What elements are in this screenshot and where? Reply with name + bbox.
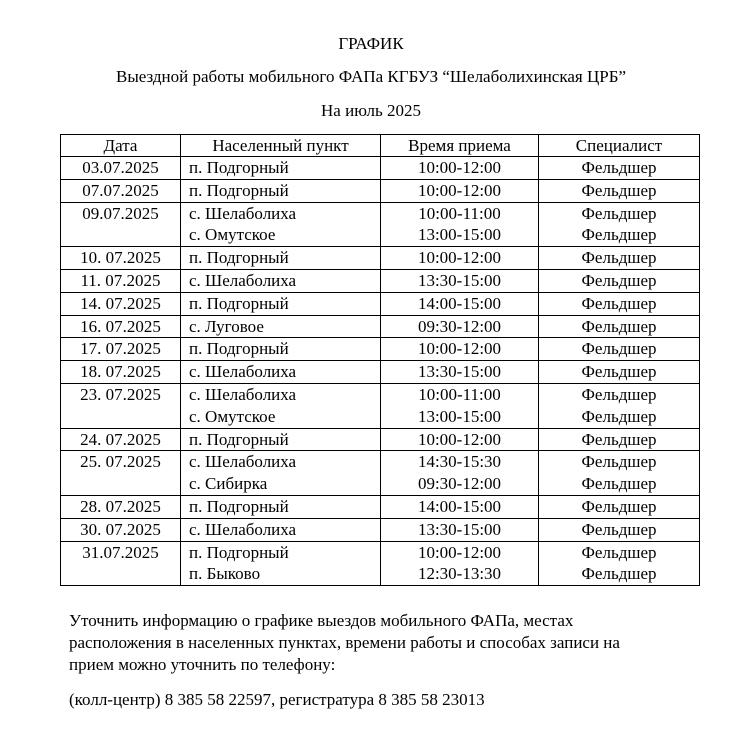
place-text: с. Шелаболиха [189, 519, 297, 539]
specialist-text: Фельдшер [581, 225, 657, 245]
place-cell [181, 495, 381, 518]
place-text: п. Подгорный [189, 339, 289, 359]
time-cell [381, 338, 539, 361]
specialist-text: Фельдшер [581, 429, 657, 449]
place-text: с. Омутское [189, 406, 276, 426]
specialist-cell [539, 518, 700, 541]
specialist-text: Фельдшер [581, 203, 657, 223]
place-text: с. Омутское [189, 225, 276, 245]
time-cell [381, 202, 539, 247]
date-text: 23. 07.2025 [80, 384, 161, 404]
specialist-text: Фельдшер [581, 180, 657, 200]
table-row [61, 383, 700, 428]
time-cell [381, 541, 539, 586]
time-text: 10:00-11:00 [418, 203, 501, 223]
place-text: с. Шелаболиха [189, 384, 297, 404]
specialist-text: Фельдшер [581, 474, 657, 494]
place-text: п. Подгорный [189, 429, 289, 449]
place-text: п. Подгорный [189, 248, 289, 268]
table-row [61, 157, 700, 180]
table-row [61, 451, 700, 496]
time-text: 10:00-12:00 [417, 180, 502, 200]
time-text: 10:00-12:00 [417, 248, 502, 268]
table-row [61, 202, 700, 247]
specialist-text: Фельдшер [581, 158, 657, 177]
place-cell [181, 541, 381, 586]
date-cell [61, 202, 181, 247]
time-text: 10:00-12:00 [417, 429, 502, 449]
specialist-cell [539, 383, 700, 428]
time-cell [381, 179, 539, 202]
date-text: 25. 07.2025 [80, 452, 161, 472]
date-cell [61, 157, 181, 180]
specialist-cell [539, 269, 700, 292]
table-row [61, 541, 700, 586]
date-cell [61, 361, 181, 384]
specialist-text: Фельдшер [581, 406, 657, 426]
date-text: 03.07.2025 [82, 158, 159, 177]
table-row [61, 428, 700, 451]
table-row [61, 518, 700, 541]
specialist-cell [539, 428, 700, 451]
place-text: п. Подгорный [189, 293, 289, 313]
time-cell [381, 518, 539, 541]
specialist-cell [539, 541, 700, 586]
place-cell [181, 157, 381, 180]
place-text: с. Шелаболиха [189, 270, 297, 290]
specialist-text: Фельдшер [581, 293, 657, 313]
date-text: 10. 07.2025 [80, 248, 161, 268]
specialist-text: Фельдшер [581, 316, 657, 336]
table-row [61, 269, 700, 292]
date-text: 07.07.2025 [82, 180, 159, 200]
place-text: с. Луговое [189, 316, 264, 336]
time-cell [381, 315, 539, 338]
table-row [61, 361, 700, 384]
table-row [61, 315, 700, 338]
time-cell [381, 292, 539, 315]
place-text: п. Подгорный [189, 158, 289, 177]
place-text: п. Подгорный [189, 496, 289, 516]
specialist-text: Фельдшер [581, 519, 657, 539]
time-text: 09:30-12:00 [417, 316, 502, 336]
specialist-cell [539, 315, 700, 338]
contact-phones: (колл-центр) 8 385 58 22597, регистратура 8 385 58 23013 [69, 690, 485, 709]
column-header-time: Время приема [381, 135, 539, 157]
info-note-line: Уточнить информацию о графике выездов мобильного ФАПа, местах [69, 611, 574, 630]
table-row [61, 338, 700, 361]
time-cell [381, 247, 539, 270]
time-text: 10:00-11:00 [418, 384, 501, 404]
info-note-line: прием можно уточнить по телефону: [69, 655, 336, 674]
date-text: 30. 07.2025 [80, 519, 161, 539]
specialist-cell [539, 292, 700, 315]
time-text: 14:00-15:00 [417, 293, 502, 313]
place-text: п. Подгорный [189, 180, 289, 200]
specialist-cell [539, 495, 700, 518]
place-cell [181, 179, 381, 202]
specialist-text: Фельдшер [581, 542, 657, 562]
specialist-cell [539, 202, 700, 247]
time-text: 13:30-15:00 [417, 270, 502, 290]
time-text: 14:30-15:30 [417, 452, 502, 472]
date-cell [61, 451, 181, 496]
time-text: 14:00-15:00 [417, 496, 502, 516]
place-cell [181, 428, 381, 451]
time-cell [381, 428, 539, 451]
place-text: с. Шелаболиха [189, 452, 297, 472]
date-cell [61, 541, 181, 586]
specialist-text: Фельдшер [581, 270, 657, 290]
date-text: 14. 07.2025 [80, 293, 161, 313]
time-text: 09:30-12:00 [417, 474, 502, 494]
place-cell [181, 292, 381, 315]
place-text: п. Быково [189, 564, 261, 584]
specialist-text: Фельдшер [581, 452, 657, 472]
date-cell [61, 269, 181, 292]
place-cell [181, 518, 381, 541]
specialist-text: Фельдшер [581, 384, 657, 404]
date-cell [61, 495, 181, 518]
specialist-text: Фельдшер [581, 362, 657, 382]
date-cell [61, 179, 181, 202]
date-text: 17. 07.2025 [80, 339, 161, 359]
date-text: 28. 07.2025 [80, 496, 161, 516]
info-note-line: расположения в населенных пунктах, времени работы и способах записи на [69, 633, 620, 652]
place-text: п. Подгорный [189, 542, 289, 562]
time-cell [381, 269, 539, 292]
place-cell [181, 315, 381, 338]
time-text: 13:00-15:00 [417, 225, 502, 245]
date-cell [61, 383, 181, 428]
document-subtitle: Выездной работы мобильного ФАПа КГБУЗ “Шелаболихинская ЦРБ” [115, 67, 627, 86]
date-cell [61, 292, 181, 315]
time-cell [381, 157, 539, 180]
time-text: 13:00-15:00 [417, 406, 502, 426]
place-cell [181, 269, 381, 292]
specialist-cell [539, 338, 700, 361]
specialist-cell [539, 157, 700, 180]
date-text: 11. 07.2025 [80, 270, 161, 290]
date-text: 24. 07.2025 [80, 429, 161, 449]
place-text: с. Шелаболиха [189, 203, 297, 223]
table-row [61, 292, 700, 315]
table-row [61, 179, 700, 202]
schedule-table [60, 134, 700, 586]
specialist-text: Фельдшер [581, 496, 657, 516]
date-text: 16. 07.2025 [80, 316, 161, 336]
column-header-place: Населенный пункт [181, 135, 381, 157]
date-cell [61, 315, 181, 338]
specialist-text: Фельдшер [581, 248, 657, 268]
time-cell [381, 495, 539, 518]
date-text: 09.07.2025 [82, 203, 159, 223]
table-row [61, 247, 700, 270]
time-text: 10:00-12:00 [417, 158, 502, 177]
time-text: 12:30-13:30 [417, 564, 502, 584]
place-cell [181, 383, 381, 428]
time-text: 13:30-15:00 [417, 519, 502, 539]
specialist-cell [539, 361, 700, 384]
time-cell [381, 361, 539, 384]
place-cell [181, 338, 381, 361]
place-text: с. Шелаболиха [189, 362, 297, 382]
date-cell [61, 247, 181, 270]
place-cell [181, 361, 381, 384]
specialist-cell [539, 247, 700, 270]
place-cell [181, 247, 381, 270]
table-header-row [61, 135, 700, 157]
place-text: с. Сибирка [189, 474, 268, 494]
table-row [61, 495, 700, 518]
document-period: На июль 2025 [321, 101, 421, 120]
column-header-specialist: Специалист [539, 135, 700, 157]
date-text: 31.07.2025 [82, 542, 159, 562]
time-text: 13:30-15:00 [417, 362, 502, 382]
date-text: 18. 07.2025 [80, 362, 161, 382]
time-text: 10:00-12:00 [417, 339, 502, 359]
specialist-cell [539, 179, 700, 202]
date-cell [61, 428, 181, 451]
specialist-text: Фельдшер [581, 564, 657, 584]
specialist-cell [539, 451, 700, 496]
date-cell [61, 338, 181, 361]
place-cell [181, 202, 381, 247]
specialist-text: Фельдшер [581, 339, 657, 359]
document-title: ГРАФИК [338, 34, 404, 53]
date-cell [61, 518, 181, 541]
time-cell [381, 451, 539, 496]
time-text: 10:00-12:00 [417, 542, 502, 562]
column-header-date: Дата [61, 135, 181, 157]
time-cell [381, 383, 539, 428]
place-cell [181, 451, 381, 496]
